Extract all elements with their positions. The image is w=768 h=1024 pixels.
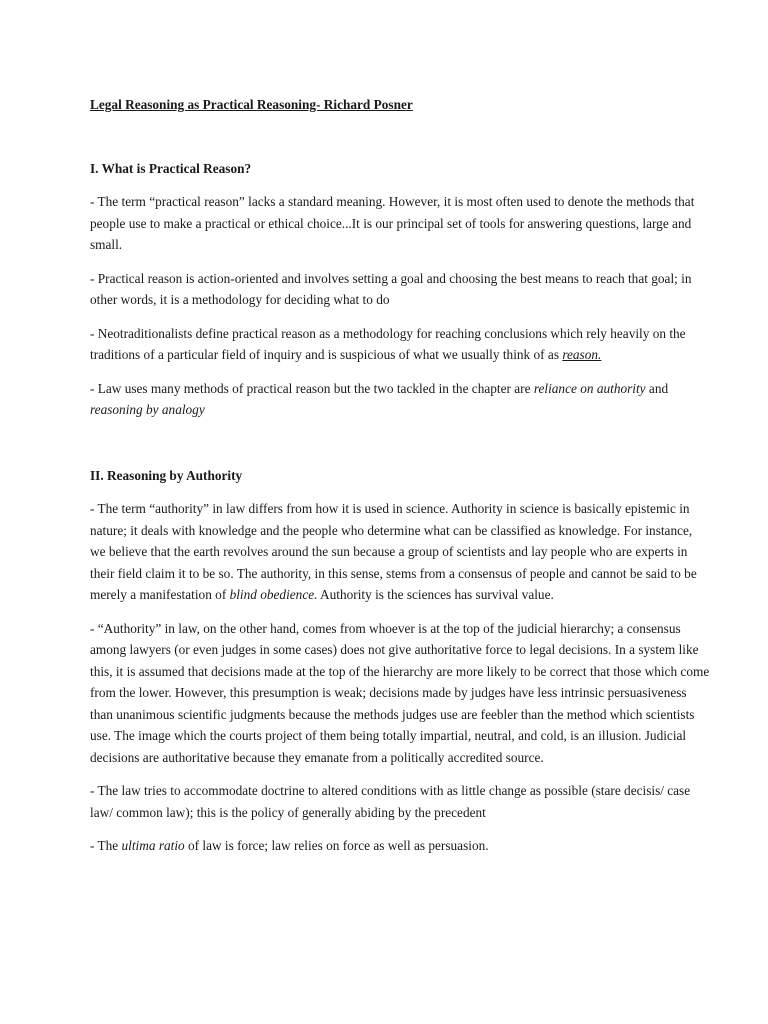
emphasis-blind-obedience: blind obedience. (229, 587, 318, 602)
paragraph-text: and (645, 380, 675, 396)
emphasis-reliance-on-authority: reliance on authority (533, 380, 646, 396)
paragraph-text: - “Authority” in law, on the other hand, comes from whoever is at the top of the judicial hierarchy; a consensus among lawyers (or even judges in some cases) does not give authoritative force to legal decisions. In a system like this, it is assumed that decisions made at the top of the hierarchy are more likely to be correct that those which come from the lower. However, this presumption is weak; decisions made by judges have less intrinsic persuasiveness than unanimous scientific judgments because the methods judges use are feebler than the method which scientists use. The image which the courts project of them being totally impartial, neutral, and cold, is an illusion. Judicial decisions are authoritative because they emanate from a politically accredited source. (90, 620, 710, 765)
section-reasoning-by-authority (90, 465, 710, 857)
section-practical-reason (90, 158, 710, 421)
paragraph-text: - Practical reason is action-oriented and involves setting a goal and choosing the best means to reach that goal; in other words, it is a methodology for deciding what to do (90, 270, 692, 307)
document-title: Legal Reasoning as Practical Reasoning- Richard Posner (90, 97, 413, 112)
emphasis-ultima-ratio: ultima ratio (121, 838, 185, 853)
paragraph (90, 618, 710, 769)
paragraph (90, 378, 710, 421)
paragraph (90, 191, 710, 256)
paragraph-text: - The law tries to accommodate doctrine to altered conditions with as little change as possible (stare decisis/ case law/ common law); this is the policy of generally abiding by the precedent (90, 783, 691, 820)
document-page (90, 94, 710, 869)
paragraph-text: - Law uses many methods of practical reason but the two tackled in the chapter are (90, 380, 534, 396)
paragraph (90, 835, 710, 857)
paragraph (90, 268, 710, 311)
paragraph-text: Authority is the sciences has survival value. (317, 587, 554, 602)
paragraph-text: - The term “authority” in law differs from how it is used in science. Authority in science is basically epistemic in nature; it deals with knowledge and the people who determine what can be classified as knowledge. For instance, we believe that the earth revolves around the sun because a group of scientists and lay people who are experts in their field claim it to be so. The authority, in this sense, stems from a consensus of people and cannot be said to be merely a manifestation of (90, 501, 697, 602)
section-heading: II. Reasoning by Authority (90, 467, 243, 483)
paragraph-text: - The term “practical reason” lacks a standard meaning. However, it is most often used to denote the methods that people use to make a practical or ethical choice...It is our principal set of tools for answering questions, large and small. (90, 194, 695, 252)
emphasis-reasoning-by-analogy: reasoning by analogy (90, 402, 205, 417)
section-heading: I. What is Practical Reason? (90, 160, 252, 176)
paragraph (90, 323, 710, 366)
emphasis-reason: reason. (562, 347, 602, 362)
paragraph-text: - The (90, 838, 122, 853)
paragraph-text: - Neotraditionalists define practical reason as a methodology for reaching conclusions which rely heavily on the traditions of a particular field of inquiry and is suspicious of what we usually think of as (90, 325, 686, 362)
paragraph-text: of law is force; law relies on force as well as persuasion. (184, 838, 489, 853)
paragraph (90, 498, 710, 606)
paragraph (90, 780, 710, 823)
